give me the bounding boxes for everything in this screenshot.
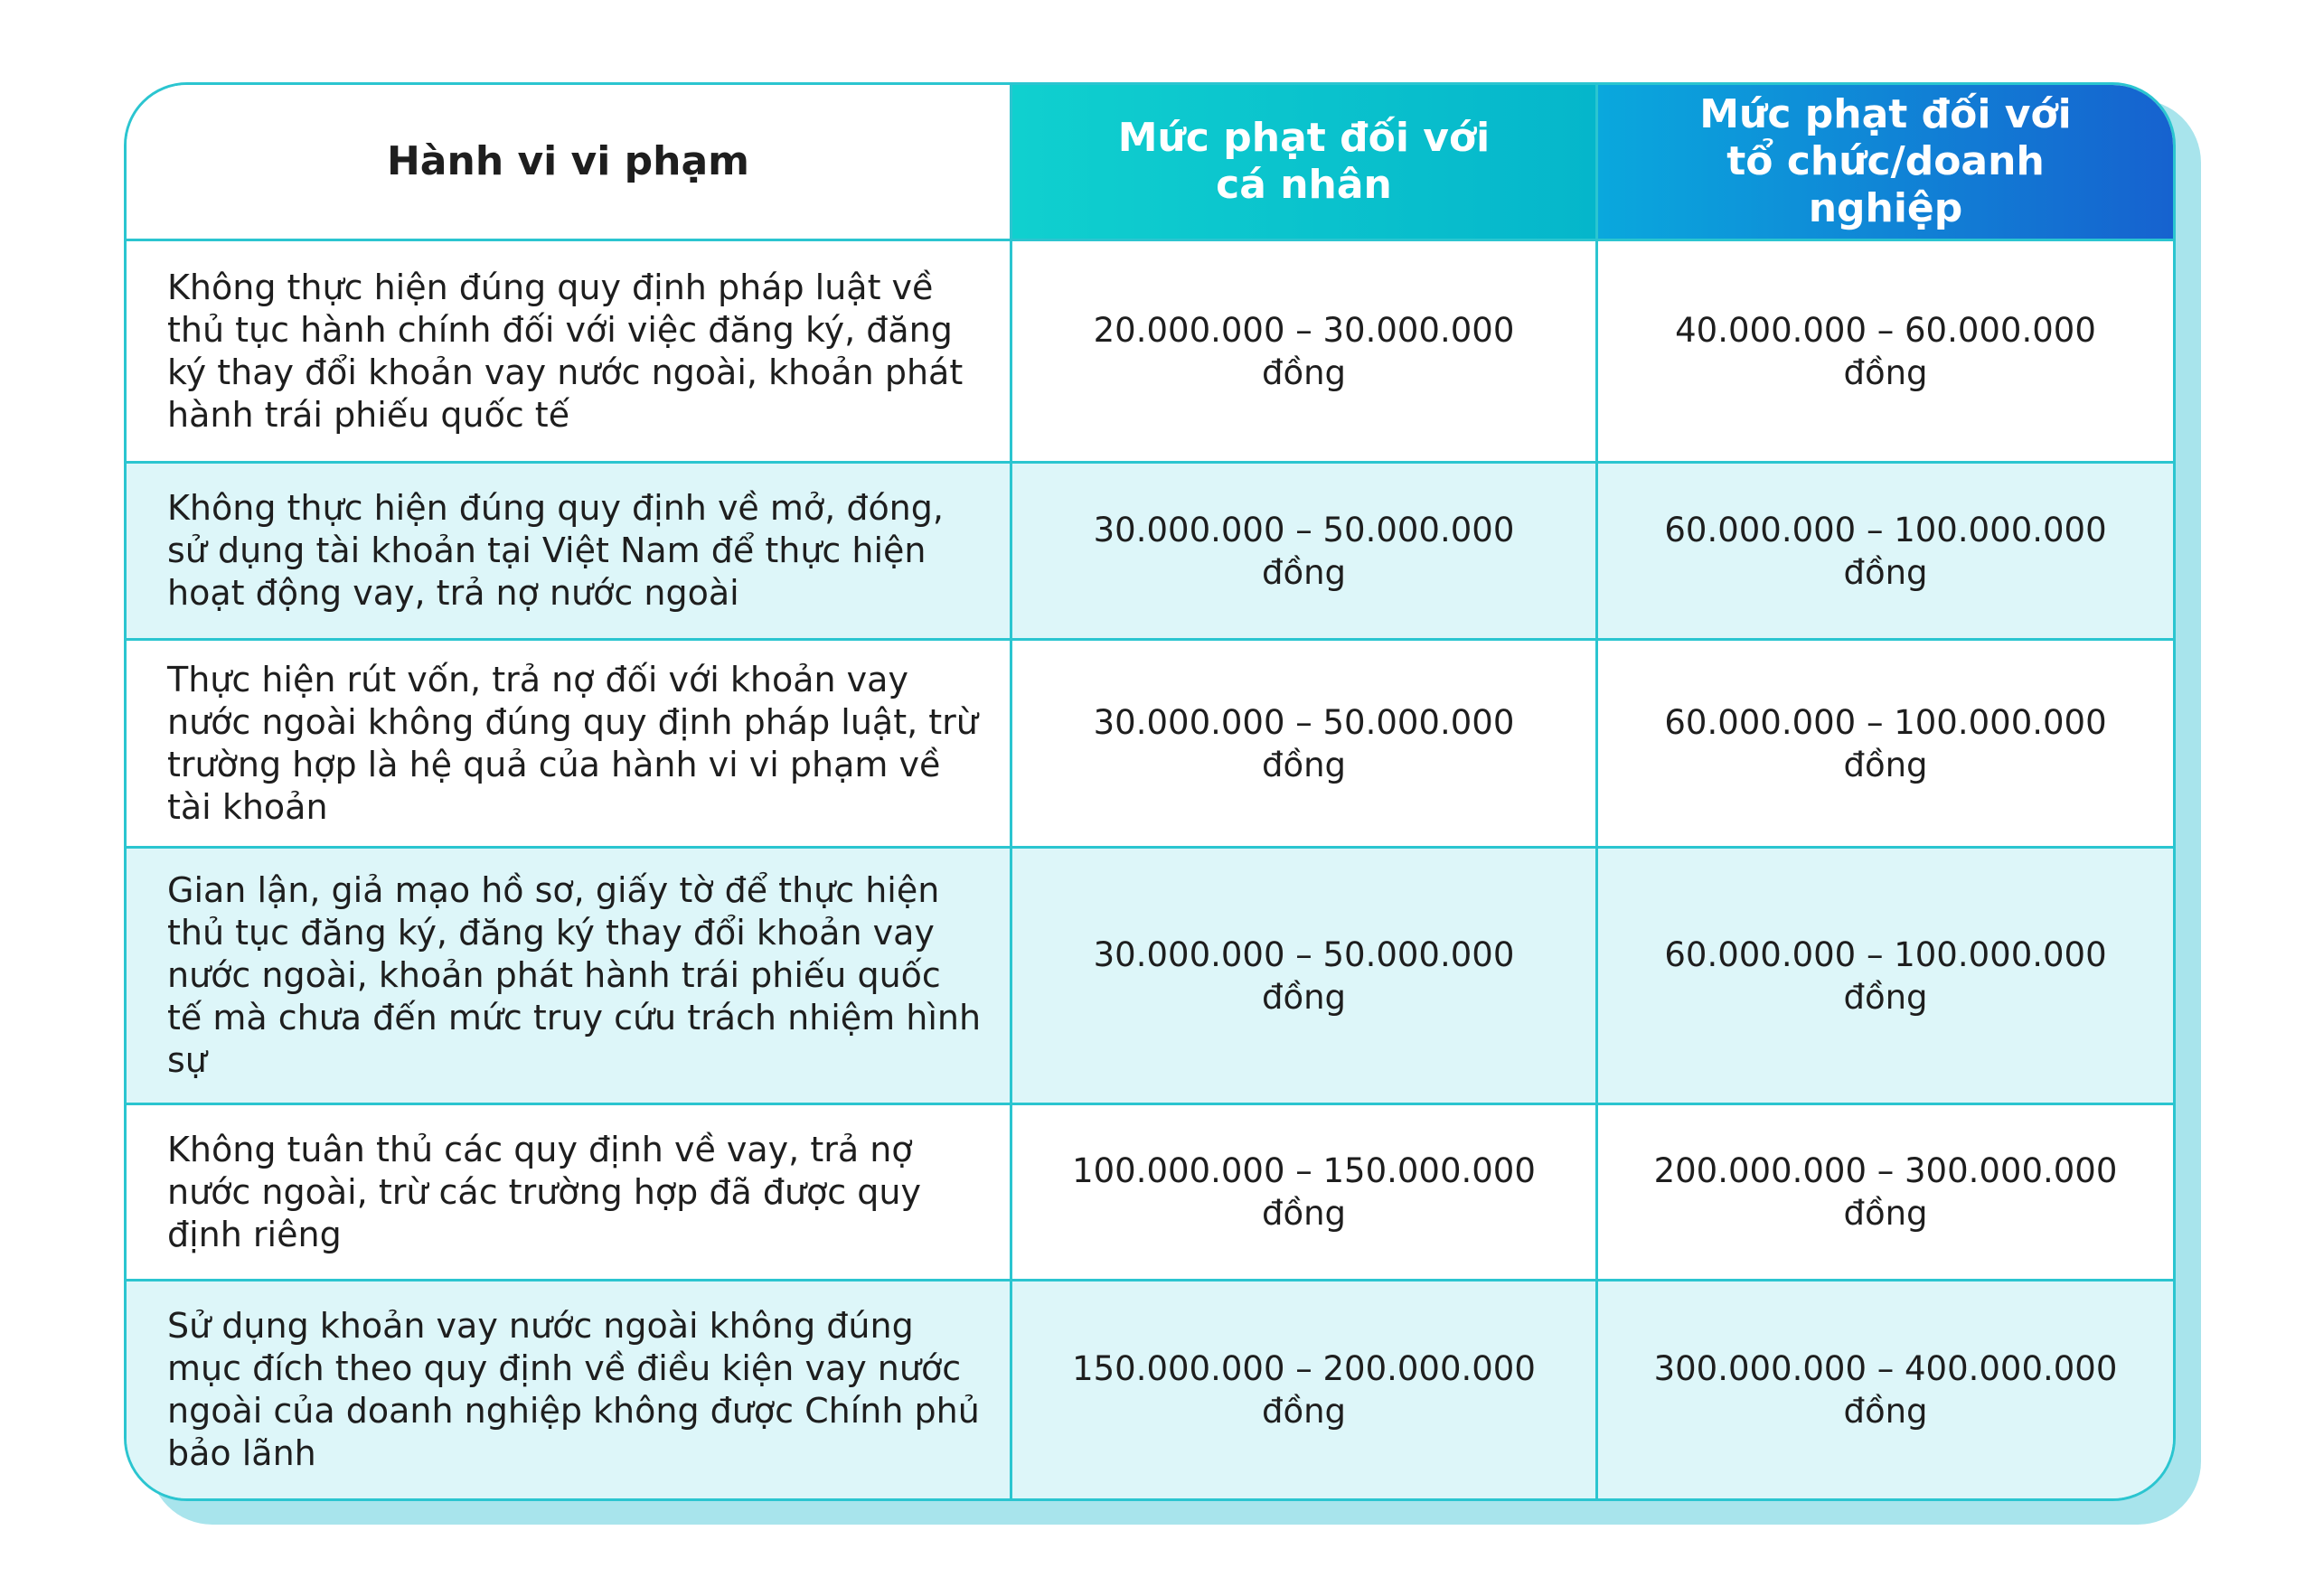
personal-fine-amount: 20.000.000 – 30.000.000 (1093, 310, 1515, 350)
personal-fine-cell (1012, 1281, 1598, 1498)
violation-cell: Không tuân thủ các quy định về vay, trả nợ nước ngoài, trừ các trường hợp đã được quy định riêng (127, 1105, 1012, 1281)
organization-fine-unit: đồng (1843, 552, 1928, 592)
organization-fine-cell (1598, 641, 2173, 849)
organization-fine-amount: 300.000.000 – 400.000.000 (1653, 1349, 2118, 1388)
personal-fine-unit: đồng (1261, 1194, 1347, 1233)
personal-fine-cell (1012, 464, 1598, 641)
fine-table (127, 85, 2173, 1498)
organization-fine-unit: đồng (1843, 745, 1928, 784)
organization-fine-amount: 60.000.000 – 100.000.000 (1664, 510, 2107, 549)
organization-fine-cell (1598, 241, 2173, 464)
organization-fine-unit: đồng (1843, 352, 1928, 392)
organization-fine-amount: 200.000.000 – 300.000.000 (1653, 1151, 2118, 1190)
violation-cell: Thực hiện rút vốn, trả nợ đối với khoản vay nước ngoài không đúng quy định pháp luật, trừ trường hợp là hệ quả của hành vi vi phạm về tài khoản (127, 641, 1012, 849)
organization-fine-amount: 60.000.000 – 100.000.000 (1664, 702, 2107, 742)
violation-cell: Sử dụng khoản vay nước ngoài không đúng mục đích theo quy định về điều kiện vay nước ngoài của doanh nghiệp không được Chính phủ bảo lãnh (127, 1281, 1012, 1498)
personal-fine-amount: 30.000.000 – 50.000.000 (1093, 702, 1515, 742)
header-violation: Hành vi vi phạm (127, 85, 1012, 241)
organization-fine-cell (1598, 1281, 2173, 1498)
header-personal-fine: Mức phạt đối với cá nhân (1012, 85, 1598, 241)
organization-fine-cell (1598, 849, 2173, 1105)
personal-fine-cell (1012, 641, 1598, 849)
organization-fine-unit: đồng (1843, 1194, 1928, 1233)
personal-fine-amount: 30.000.000 – 50.000.000 (1093, 510, 1515, 549)
organization-fine-cell (1598, 1105, 2173, 1281)
organization-fine-cell (1598, 464, 2173, 641)
personal-fine-unit: đồng (1261, 552, 1347, 592)
personal-fine-cell (1012, 849, 1598, 1105)
personal-fine-unit: đồng (1261, 352, 1347, 392)
header-organization-fine: Mức phạt đối với tổ chức/doanh nghiệp (1598, 85, 2173, 241)
violation-cell: Không thực hiện đúng quy định pháp luật về thủ tục hành chính đối với việc đăng ký, đăng ký thay đổi khoản vay nước ngoài, khoản phát hành trái phiếu quốc tế (127, 241, 1012, 464)
violation-cell: Gian lận, giả mạo hồ sơ, giấy tờ để thực hiện thủ tục đăng ký, đăng ký thay đổi khoản vay nước ngoài, khoản phát hành trái phiếu quốc tế mà chưa đến mức truy cứu trách nhiệm hình sự (127, 849, 1012, 1105)
personal-fine-cell (1012, 1105, 1598, 1281)
organization-fine-amount: 40.000.000 – 60.000.000 (1675, 310, 2096, 350)
personal-fine-amount: 150.000.000 – 200.000.000 (1072, 1349, 1536, 1388)
fine-table-card (124, 82, 2176, 1501)
organization-fine-unit: đồng (1843, 1392, 1928, 1431)
personal-fine-amount: 100.000.000 – 150.000.000 (1072, 1151, 1536, 1190)
organization-fine-unit: đồng (1843, 977, 1928, 1017)
violation-cell: Không thực hiện đúng quy định về mở, đóng, sử dụng tài khoản tại Việt Nam để thực hiện hoạt động vay, trả nợ nước ngoài (127, 464, 1012, 641)
organization-fine-amount: 60.000.000 – 100.000.000 (1664, 934, 2107, 974)
personal-fine-unit: đồng (1261, 1392, 1347, 1431)
personal-fine-unit: đồng (1261, 977, 1347, 1017)
personal-fine-unit: đồng (1261, 745, 1347, 784)
personal-fine-amount: 30.000.000 – 50.000.000 (1093, 934, 1515, 974)
personal-fine-cell (1012, 241, 1598, 464)
